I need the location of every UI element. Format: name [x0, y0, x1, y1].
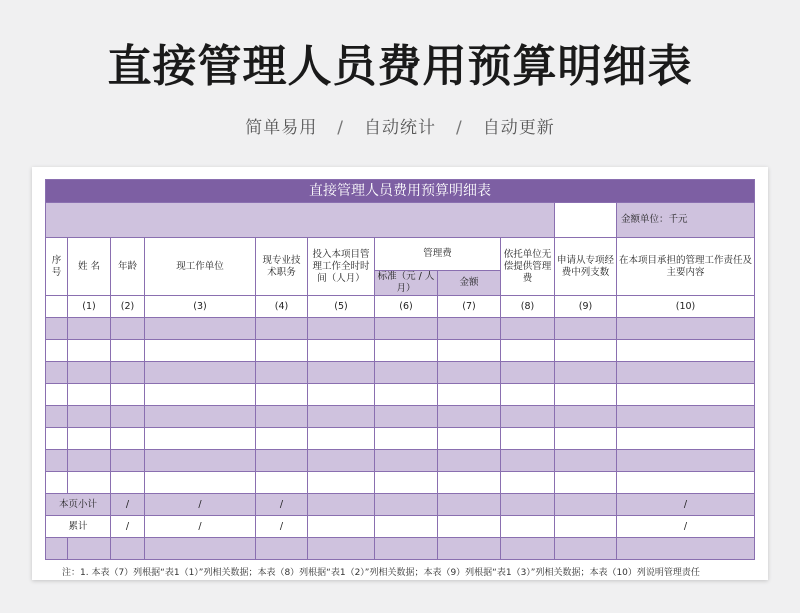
- cell: [46, 296, 68, 318]
- table-cell[interactable]: [555, 472, 617, 494]
- subtitle: [0, 113, 800, 138]
- subtotal-row: [46, 494, 755, 516]
- subtotal-cell[interactable]: /: [256, 494, 308, 516]
- table-cell[interactable]: [555, 362, 617, 384]
- table-cell[interactable]: [438, 428, 501, 450]
- column-number: (10): [617, 296, 755, 318]
- table-cell[interactable]: [617, 318, 755, 340]
- column-number: (7): [438, 296, 501, 318]
- table-cell[interactable]: [256, 362, 308, 384]
- footnote: 注：1. 本表（7）列根据“表1（1）”列相关数据；本表（8）列根据“表1（2）”列相关数据；本表（9）列根据“表1（3）”列相关数据；本表（10）列说明管理责任: [62, 568, 700, 578]
- table-cell[interactable]: [68, 318, 111, 340]
- separator: /: [456, 118, 463, 138]
- table-cell[interactable]: [111, 384, 145, 406]
- column-number: (8): [501, 296, 555, 318]
- header-entrusted: 依托单位无偿提供管理费: [501, 238, 555, 296]
- table-cell[interactable]: [555, 340, 617, 362]
- table-cell[interactable]: [375, 428, 438, 450]
- column-number: (6): [375, 296, 438, 318]
- page-title: 直接管理人员费用预算明细表: [107, 41, 693, 92]
- blank-band: [46, 203, 555, 238]
- table-cell[interactable]: [501, 428, 555, 450]
- table-cell[interactable]: [501, 538, 555, 560]
- table-cell[interactable]: [46, 538, 68, 560]
- column-number: (5): [308, 296, 375, 318]
- table-cell[interactable]: [555, 384, 617, 406]
- column-number-row: [46, 296, 755, 318]
- total-cell[interactable]: [555, 516, 617, 538]
- table-cell[interactable]: [111, 362, 145, 384]
- table-row: [46, 538, 755, 560]
- table-cell[interactable]: [617, 406, 755, 428]
- table-cell[interactable]: [438, 318, 501, 340]
- table-cell[interactable]: [308, 406, 375, 428]
- table-cell[interactable]: [501, 362, 555, 384]
- table-row: [46, 340, 755, 362]
- table-cell[interactable]: [256, 384, 308, 406]
- subtotal-cell[interactable]: [555, 494, 617, 516]
- table-cell[interactable]: [256, 450, 308, 472]
- tag-easy: 简单易用: [245, 118, 318, 138]
- table-cell[interactable]: [501, 340, 555, 362]
- table-cell[interactable]: [501, 472, 555, 494]
- column-number: (9): [555, 296, 617, 318]
- table-cell[interactable]: [68, 384, 111, 406]
- table-cell[interactable]: [375, 340, 438, 362]
- table-row: [46, 318, 755, 340]
- table-cell[interactable]: [617, 362, 755, 384]
- table-cell[interactable]: [308, 472, 375, 494]
- table-cell[interactable]: [555, 538, 617, 560]
- header-unit: 现工作单位: [145, 238, 256, 296]
- table-cell[interactable]: [46, 472, 68, 494]
- table-cell[interactable]: [46, 406, 68, 428]
- table-row: [46, 384, 755, 406]
- table-cell[interactable]: [617, 384, 755, 406]
- table-cell[interactable]: [111, 318, 145, 340]
- total-cell[interactable]: [308, 516, 375, 538]
- table-row: [46, 450, 755, 472]
- table-cell[interactable]: [68, 406, 111, 428]
- table-cell[interactable]: [111, 428, 145, 450]
- header-time: 投入本项目管理工作全时时间（人月）: [308, 238, 375, 296]
- table-cell[interactable]: [555, 406, 617, 428]
- table-cell[interactable]: [617, 428, 755, 450]
- subtotal-cell[interactable]: [308, 494, 375, 516]
- table-cell[interactable]: [68, 340, 111, 362]
- total-cell[interactable]: /: [111, 516, 145, 538]
- total-row: [46, 516, 755, 538]
- column-number: (1): [68, 296, 111, 318]
- table-cell[interactable]: [46, 450, 68, 472]
- table-cell[interactable]: [68, 428, 111, 450]
- subtotal-label: 本页小计: [46, 494, 111, 516]
- table-cell[interactable]: [68, 538, 111, 560]
- table-cell[interactable]: [68, 362, 111, 384]
- table-cell[interactable]: [145, 450, 256, 472]
- table-cell[interactable]: [501, 450, 555, 472]
- header-standard: 标准（元 / 人月）: [375, 271, 438, 296]
- total-cell[interactable]: [438, 516, 501, 538]
- subtotal-cell[interactable]: [501, 494, 555, 516]
- table-cell[interactable]: [501, 384, 555, 406]
- table-title: 直接管理人员费用预算明细表: [46, 180, 755, 203]
- table-cell[interactable]: [256, 538, 308, 560]
- header-amount: 金额: [438, 271, 501, 296]
- subtotal-cell[interactable]: [438, 494, 501, 516]
- table-cell[interactable]: [145, 406, 256, 428]
- table-cell[interactable]: [438, 472, 501, 494]
- table-cell[interactable]: [111, 472, 145, 494]
- subtotal-cell[interactable]: /: [617, 494, 755, 516]
- header-seq: 序号: [46, 238, 68, 296]
- table-cell[interactable]: [375, 384, 438, 406]
- table-cell[interactable]: [438, 538, 501, 560]
- table-cell[interactable]: [46, 318, 68, 340]
- table-cell[interactable]: [111, 406, 145, 428]
- table-cell[interactable]: [145, 318, 256, 340]
- header-mgmt-fee: 管理费: [375, 238, 501, 271]
- tag-auto-update: 自动更新: [482, 118, 555, 138]
- table-cell[interactable]: [617, 472, 755, 494]
- column-number: (2): [111, 296, 145, 318]
- table-cell[interactable]: [617, 340, 755, 362]
- header-title: 现专业技术职务: [256, 238, 308, 296]
- table-cell[interactable]: [145, 472, 256, 494]
- table-cell[interactable]: [438, 450, 501, 472]
- table-cell[interactable]: [555, 428, 617, 450]
- table-cell[interactable]: [145, 340, 256, 362]
- table-cell[interactable]: [46, 384, 68, 406]
- column-number: (4): [256, 296, 308, 318]
- table-row: [46, 406, 755, 428]
- table-cell[interactable]: [308, 450, 375, 472]
- table-cell[interactable]: [145, 428, 256, 450]
- subtotal-cell[interactable]: /: [111, 494, 145, 516]
- table-cell[interactable]: [375, 450, 438, 472]
- table-cell[interactable]: [501, 318, 555, 340]
- table-cell[interactable]: [375, 318, 438, 340]
- total-cell[interactable]: /: [256, 516, 308, 538]
- table-cell[interactable]: [617, 450, 755, 472]
- table-cell[interactable]: [501, 406, 555, 428]
- table-cell[interactable]: [68, 472, 111, 494]
- table-cell[interactable]: [438, 384, 501, 406]
- table-cell[interactable]: [308, 428, 375, 450]
- table-cell[interactable]: [256, 340, 308, 362]
- table-cell[interactable]: [555, 450, 617, 472]
- total-cell[interactable]: [501, 516, 555, 538]
- subtotal-cell[interactable]: /: [145, 494, 256, 516]
- total-cell[interactable]: /: [145, 516, 256, 538]
- header-name: 姓 名: [68, 238, 111, 296]
- header-duty: 在本项目承担的管理工作责任及主要内容: [617, 238, 755, 296]
- table-row: [46, 428, 755, 450]
- separator: /: [337, 118, 344, 138]
- table-cell[interactable]: [145, 538, 256, 560]
- table-cell[interactable]: [308, 538, 375, 560]
- table-cell[interactable]: [308, 362, 375, 384]
- table-row: [46, 362, 755, 384]
- table-cell[interactable]: [375, 538, 438, 560]
- table-cell[interactable]: [375, 362, 438, 384]
- table-cell[interactable]: [111, 340, 145, 362]
- blank-cell: [555, 203, 617, 238]
- table-cell[interactable]: [308, 340, 375, 362]
- header-age: 年龄: [111, 238, 145, 296]
- table-cell[interactable]: [438, 406, 501, 428]
- table-cell[interactable]: [111, 450, 145, 472]
- header-applied: 申请从专项经费中列支数: [555, 238, 617, 296]
- table-cell[interactable]: [145, 362, 256, 384]
- table-cell[interactable]: [308, 384, 375, 406]
- spreadsheet-preview: [32, 167, 768, 580]
- subtotal-cell[interactable]: [375, 494, 438, 516]
- table-cell[interactable]: [438, 362, 501, 384]
- table-cell[interactable]: [46, 362, 68, 384]
- table-cell[interactable]: [256, 406, 308, 428]
- column-number: (3): [145, 296, 256, 318]
- table-cell[interactable]: [555, 318, 617, 340]
- table-cell[interactable]: [145, 384, 256, 406]
- total-label: 累计: [46, 516, 111, 538]
- table-cell[interactable]: [375, 472, 438, 494]
- table-cell[interactable]: [68, 450, 111, 472]
- total-cell[interactable]: [375, 516, 438, 538]
- table-cell[interactable]: [46, 428, 68, 450]
- table-row: [46, 472, 755, 494]
- table-cell[interactable]: [256, 318, 308, 340]
- tag-auto-stats: 自动统计: [364, 118, 436, 138]
- unit-label: 金额单位：千元: [617, 203, 755, 238]
- table-cell[interactable]: [375, 406, 438, 428]
- table-cell[interactable]: [438, 340, 501, 362]
- table-cell[interactable]: [256, 428, 308, 450]
- table-cell[interactable]: [308, 318, 375, 340]
- table-cell[interactable]: [111, 538, 145, 560]
- table-cell[interactable]: [617, 538, 755, 560]
- total-cell[interactable]: /: [617, 516, 755, 538]
- table-cell[interactable]: [46, 340, 68, 362]
- budget-table: [45, 179, 755, 560]
- table-cell[interactable]: [256, 472, 308, 494]
